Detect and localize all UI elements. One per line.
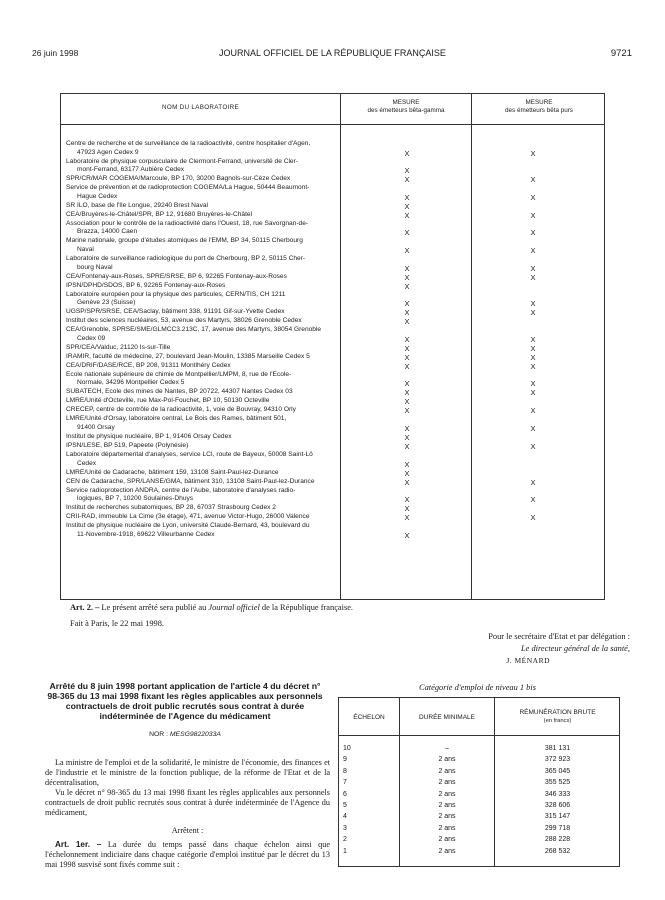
gross-pay: 355 525 bbox=[544, 779, 571, 787]
column-header-line: (en francs) bbox=[543, 718, 572, 724]
laboratory-name bbox=[66, 211, 336, 220]
laboratory-name-line: Service radioprotection ANDRA, centre de l'Aube, laboratoire d'analyses radio- bbox=[66, 486, 296, 494]
nor-reference bbox=[45, 731, 325, 738]
laboratory-name-line: Cedex bbox=[77, 459, 97, 467]
beta-gamma-mark: X bbox=[404, 299, 410, 309]
column-header-laboratory: NOM DU LABORATOIRE bbox=[162, 104, 239, 111]
column-header-line: RÉMUNÉRATION BRUTE bbox=[519, 709, 596, 716]
laboratory-name-line: Naval bbox=[77, 245, 94, 253]
echelon-table-caption: Catégorie d'emploi de niveau 1 bis bbox=[419, 683, 536, 692]
laboratory-name-line: CEA/DRIF/DASE/RCE, BP 208, 91311 Montlhéry Cedex bbox=[66, 361, 231, 369]
echelon-row bbox=[339, 802, 621, 812]
gross-pay: 346 333 bbox=[544, 790, 571, 798]
beta-pure-mark: X bbox=[530, 263, 536, 273]
laboratory-name-line: Genève 23 (Suisse) bbox=[77, 299, 136, 307]
beta-pure-mark: X bbox=[530, 442, 536, 451]
laboratory-name bbox=[66, 273, 336, 282]
beta-gamma-mark: X bbox=[404, 228, 410, 238]
echelon-number: 1 bbox=[343, 847, 347, 855]
signature-name: J. MÉNARD bbox=[506, 656, 550, 665]
beta-gamma-mark: X bbox=[404, 397, 410, 407]
beta-gamma-mark: X bbox=[404, 192, 410, 202]
beta-gamma-mark: X bbox=[404, 148, 410, 158]
nor-label: NOR : bbox=[149, 731, 170, 738]
laboratory-name-line: Institut des sciences nucléaires, 53, avenue des Martyrs, 38026 Grenoble Cedex bbox=[66, 317, 302, 325]
laboratory-name-line: CEN de Cadarache, SPR/LANSE/GMA, bâtiment 310, 13108 Saint-Paul-lez-Durance bbox=[66, 477, 315, 485]
minimum-duration: 2 ans bbox=[438, 767, 456, 775]
table-header-divider bbox=[61, 124, 604, 125]
beta-gamma-mark: X bbox=[404, 468, 410, 478]
laboratory-name bbox=[66, 326, 336, 343]
minimum-duration: 2 ans bbox=[438, 802, 456, 809]
laboratory-name bbox=[66, 487, 336, 504]
laboratory-name-line: 47923 Agen Cedex 9 bbox=[77, 148, 139, 156]
beta-pure-mark: X bbox=[530, 228, 536, 238]
laboratory-name-line: SR ILO, base de l'Ile Longue, 29240 Brest Naval bbox=[66, 201, 209, 209]
article-1-text: La durée du temps passé dans chaque échelon ainsi que l'échelonnement indiciaire dans chaque catégorie d'emploi institué par le décret du 13 mai 1998 susvisé sont fixés comme suit : bbox=[45, 840, 331, 869]
minimum-duration: 2 ans bbox=[438, 836, 456, 844]
beta-pure-mark: X bbox=[530, 388, 536, 398]
table-header-divider bbox=[339, 735, 619, 736]
echelon-row bbox=[339, 825, 621, 835]
beta-gamma-mark: X bbox=[404, 245, 410, 255]
laboratory-name-line: 11-Novembre-1918, 69622 Villeurbanne Cedex bbox=[77, 530, 215, 538]
gross-pay: 365 045 bbox=[544, 767, 571, 775]
laboratory-name bbox=[66, 388, 336, 397]
table-divider bbox=[471, 94, 472, 599]
beta-pure-mark: X bbox=[530, 352, 536, 362]
beta-gamma-mark: X bbox=[404, 423, 410, 433]
laboratory-name-line: Association pour le contrôle de la radioactivité dans l'Ouest, 18, rue Savorgnan-de- bbox=[66, 219, 309, 227]
laboratory-name bbox=[66, 362, 336, 371]
column-header-remuneration bbox=[495, 709, 620, 725]
article-2-label: Art. 2. – bbox=[70, 603, 100, 612]
laboratory-name bbox=[66, 202, 336, 211]
laboratory-name-line: SPR/CEA/Valduc, 21120 Is-sur-Tille bbox=[66, 343, 171, 351]
beta-pure-mark: X bbox=[530, 477, 536, 487]
beta-gamma-mark: X bbox=[404, 361, 410, 371]
echelon-row bbox=[339, 836, 621, 846]
laboratory-name-line: CEA/Fontenay-aux-Roses, SPRE/SRSE, BP 6, 92265 Fontenay-aux-Roses bbox=[66, 272, 287, 280]
place-date: Fait à Paris, le 22 mai 1998. bbox=[70, 619, 164, 628]
column-header-line: MESURE bbox=[525, 99, 553, 106]
beta-gamma-mark: X bbox=[404, 343, 410, 353]
laboratory-name-line: 91400 Orsay bbox=[77, 423, 115, 431]
beta-pure-mark: X bbox=[530, 379, 536, 389]
laboratory-name-line: UGSP/SPR/SRSE, CEA/Saclay, bâtiment 338, 91191 Gif-sur-Yvette Cedex bbox=[66, 308, 285, 316]
paragraph-arretent: Arrêtent : bbox=[171, 826, 204, 835]
gross-pay: 288 228 bbox=[544, 836, 571, 844]
laboratory-name-line: SUBATECH, Ecole des mines de Nantes, BP 20722, 44307 Nantes Cedex 03 bbox=[66, 388, 293, 396]
header-date: 26 juin 1998 bbox=[32, 48, 79, 58]
gross-pay: 268 532 bbox=[544, 847, 571, 855]
arrete-title: Arrêté du 8 juin 1998 portant application de l'article 4 du décret n° 98-365 du 13 mai 1998 fixant les règles applicables aux personnels contractuels de droit public recrutés sous contrat à durée indéterminée de l'Agence du médicament bbox=[47, 681, 323, 721]
minimum-duration: 2 ans bbox=[438, 779, 456, 787]
laboratory-name bbox=[66, 451, 336, 468]
paragraph-article-1 bbox=[45, 840, 330, 870]
laboratory-name-line: Normale, 34296 Montpellier Cedex 5 bbox=[77, 379, 185, 387]
beta-pure-mark: X bbox=[530, 192, 536, 202]
article-2 bbox=[70, 602, 630, 613]
laboratory-name-line: Institut de physique nucléaire, BP 1, 91406 Orsay Cedex bbox=[66, 433, 232, 440]
laboratory-name bbox=[66, 415, 336, 432]
echelon-number: 9 bbox=[343, 756, 347, 764]
laboratory-name-line: logiques, BP 7, 10200 Soulaines-Dhuys bbox=[77, 495, 194, 503]
laboratory-name-line: CRII-RAD, immeuble La Cime (3e étage), 471, avenue Victor-Hugo, 26000 Valence bbox=[66, 513, 310, 521]
gross-pay: 299 718 bbox=[544, 824, 571, 832]
gross-pay: 315 147 bbox=[544, 813, 571, 821]
minimum-duration: – bbox=[445, 745, 449, 752]
laboratory-name-line: Laboratoire départemental d'analyses, service LCI, route de Bayeux, 50008 Saint-Lô bbox=[66, 451, 313, 458]
laboratory-name-line: LMRE/Unité de Cadarache, bâtiment 159, 13108 Saint-Paul-lez-Durance bbox=[66, 468, 279, 476]
beta-gamma-mark: X bbox=[404, 352, 410, 362]
paragraph-ministers: La ministre de l'emploi et de la solidarité, le ministre de l'économie, des finances et de l'industrie et le ministre de la fonction publique, de la réforme de l'Etat et de la décentralisation, bbox=[45, 758, 330, 787]
beta-pure-mark: X bbox=[530, 361, 536, 371]
beta-gamma-mark: X bbox=[404, 166, 410, 176]
beta-pure-mark: X bbox=[530, 245, 536, 255]
beta-pure-mark: X bbox=[530, 343, 536, 353]
beta-pure-mark: X bbox=[530, 175, 536, 185]
laboratory-name bbox=[66, 397, 336, 406]
beta-pure-mark: X bbox=[530, 210, 536, 220]
minimum-duration: 2 ans bbox=[438, 756, 456, 764]
column-header-echelon: ÉCHELON bbox=[353, 714, 385, 721]
article-1-label: Art. 1er. – bbox=[55, 840, 102, 849]
laboratory-name-line: Cedex 09 bbox=[77, 334, 106, 342]
gross-pay: 381 131 bbox=[544, 745, 571, 752]
laboratory-name-line: IPSN/LESE, BP 519, Papeete (Polynésie) bbox=[66, 442, 189, 449]
beta-gamma-mark: X bbox=[404, 281, 410, 291]
laboratory-name-line: Laboratoire de physique corpusculaire de Clermont-Ferrand, université de Cler- bbox=[66, 157, 298, 165]
laboratory-name bbox=[66, 220, 336, 237]
laboratory-name bbox=[66, 406, 336, 415]
laboratory-name-line: Brazza, 14000 Caen bbox=[77, 228, 138, 236]
beta-pure-mark: X bbox=[530, 308, 536, 318]
laboratory-name bbox=[66, 140, 336, 157]
laboratory-name bbox=[66, 371, 336, 388]
laboratory-name bbox=[66, 308, 336, 317]
beta-gamma-mark: X bbox=[404, 406, 410, 416]
article-2-text-end: de la République française. bbox=[259, 603, 354, 612]
echelon-row bbox=[339, 779, 621, 789]
laboratory-name-line: LMRE/Unité d'Orsay, laboratoire central, Le Bois des Rames, bâtiment 501, bbox=[66, 415, 287, 423]
echelon-number: 10 bbox=[343, 745, 351, 752]
laboratory-name-line: IRAMIR, faculté de médecine, 27, boulevard Jean-Moulin, 13385 Marseille Cedex 5 bbox=[66, 352, 310, 360]
laboratory-name bbox=[66, 442, 336, 451]
beta-gamma-mark: X bbox=[404, 477, 410, 487]
minimum-duration: 2 ans bbox=[438, 847, 456, 855]
minimum-duration: 2 ans bbox=[438, 824, 456, 832]
echelon-row bbox=[339, 813, 621, 823]
laboratory-name-line: mont-Ferrand, 63177 Aubière Cedex bbox=[77, 166, 185, 174]
beta-gamma-mark: X bbox=[404, 210, 410, 220]
column-header-line: MESURE bbox=[392, 99, 420, 106]
laboratory-name-line: Laboratoire européen pour la physique des particules, CERN/TIS, CH 1211 bbox=[66, 290, 286, 298]
column-header-line: des émetteurs bêta purs bbox=[505, 107, 573, 114]
laboratory-name bbox=[66, 282, 336, 291]
laboratory-name bbox=[66, 184, 336, 201]
nor-code: MESG9822033A bbox=[169, 731, 221, 738]
laboratory-name-line: Hague Cedex bbox=[77, 192, 118, 200]
column-header-line: des émetteurs bêta-gamma bbox=[367, 107, 445, 114]
beta-pure-mark: X bbox=[530, 299, 536, 309]
laboratory-name bbox=[66, 175, 336, 184]
laboratory-name-line: Laboratoire de surveillance radiologique du port de Cherbourg, BP 2, 50115 Cher- bbox=[66, 255, 306, 262]
laboratory-table bbox=[60, 93, 605, 600]
header-title: JOURNAL OFFICIEL DE LA RÉPUBLIQUE FRANÇAISE bbox=[219, 48, 446, 58]
beta-gamma-mark: X bbox=[404, 459, 410, 469]
beta-gamma-mark: X bbox=[404, 433, 410, 442]
laboratory-name-line: Service de prévention et de radioprotection COGEMA/La Hague, 50444 Beaumont- bbox=[66, 184, 310, 192]
gross-pay: 372 923 bbox=[544, 756, 571, 764]
column-header-beta-gamma bbox=[341, 99, 471, 115]
echelon-row bbox=[339, 745, 621, 755]
table-divider bbox=[340, 94, 341, 599]
laboratory-name bbox=[66, 353, 336, 362]
beta-gamma-mark: X bbox=[404, 504, 410, 514]
column-header-beta-pure bbox=[472, 99, 606, 115]
laboratory-name-line: CRECEP, centre de contrôle de la radioactivité, 1, voie de Bouvray, 94310 Orly bbox=[66, 406, 296, 414]
beta-gamma-mark: X bbox=[404, 317, 410, 327]
laboratory-name bbox=[66, 504, 336, 513]
beta-pure-mark: X bbox=[530, 334, 536, 344]
laboratory-name bbox=[66, 237, 336, 254]
signature-line-1: Pour le secrétaire d'Etat et par délégation : bbox=[488, 632, 630, 641]
minimum-duration: 2 ans bbox=[438, 813, 456, 821]
laboratory-name-line: SPR/CR/MAR COGEMA/Marcoule, BP 170, 30200 Bagnols-sur-Cèze Cedex bbox=[66, 175, 291, 183]
article-2-text: Le présent arrêté sera publié au bbox=[99, 603, 209, 612]
header-page-number: 9721 bbox=[610, 48, 632, 59]
column-header-duree: DURÉE MINIMALE bbox=[419, 714, 475, 721]
echelon-number: 8 bbox=[343, 767, 347, 775]
beta-pure-mark: X bbox=[530, 423, 536, 433]
echelon-number: 7 bbox=[343, 779, 347, 787]
beta-gamma-mark: X bbox=[404, 495, 410, 505]
beta-pure-mark: X bbox=[530, 272, 536, 282]
beta-gamma-mark: X bbox=[404, 379, 410, 389]
echelon-row bbox=[339, 756, 621, 766]
laboratory-name-line: Centre de recherche et de surveillance de la radioactivité, centre hospitalier d'Agen, bbox=[66, 140, 311, 147]
echelon-number: 5 bbox=[343, 802, 347, 809]
beta-pure-mark: X bbox=[530, 148, 536, 158]
laboratory-name bbox=[66, 255, 336, 272]
minimum-duration: 2 ans bbox=[438, 790, 456, 798]
laboratory-name bbox=[66, 158, 336, 175]
paragraph-vu: Vu le décret n° 98-365 du 13 mai 1998 fixant les règles applicables aux personnels contractuels de droit public recrutés sous contrat à durée indéterminée de l'Agence du médicament, bbox=[45, 788, 330, 817]
echelon-number: 6 bbox=[343, 790, 347, 798]
beta-gamma-mark: X bbox=[404, 388, 410, 398]
laboratory-name-line: CEA/Grenoble, SPRSE/SME/GLMCC3.213C, 17, avenue des Martyrs, 38054 Grenoble bbox=[66, 326, 322, 334]
beta-pure-mark: X bbox=[530, 495, 536, 505]
echelon-number: 3 bbox=[343, 824, 347, 832]
laboratory-name-line: CEA/Bruyères-le-Châtel/SPR, BP 12, 91680 Bruyères-le-Châtel bbox=[66, 210, 253, 218]
laboratory-name-line: Marine nationale, groupe d'études atomiques de l'EMM, BP 34, 50115 Cherbourg bbox=[66, 237, 303, 245]
echelon-row bbox=[339, 768, 621, 778]
beta-pure-mark: X bbox=[530, 406, 536, 416]
echelon-row bbox=[339, 791, 621, 801]
gross-pay: 328 606 bbox=[544, 802, 571, 809]
laboratory-name-line: IPSN/DPHD/SDOS, BP 6, 92265 Fontenay-aux-Roses bbox=[66, 281, 226, 289]
laboratory-name bbox=[66, 317, 336, 326]
laboratory-name bbox=[66, 513, 336, 522]
echelon-row bbox=[339, 848, 621, 858]
signature-line-2: Le directeur général de la santé, bbox=[520, 644, 630, 653]
laboratory-name bbox=[66, 469, 336, 478]
echelon-number: 4 bbox=[343, 813, 347, 821]
echelon-table bbox=[338, 697, 620, 867]
beta-gamma-mark: X bbox=[404, 201, 410, 211]
beta-gamma-mark: X bbox=[404, 513, 410, 523]
laboratory-name-line: Institut de recherches subatomiques, BP 28, 67037 Strasbourg Cedex 2 bbox=[66, 504, 276, 512]
article-2-journal: Journal officiel bbox=[208, 603, 260, 612]
beta-gamma-mark: X bbox=[404, 263, 410, 273]
beta-gamma-mark: X bbox=[404, 334, 410, 344]
beta-gamma-mark: X bbox=[404, 272, 410, 282]
beta-gamma-mark: X bbox=[404, 308, 410, 318]
laboratory-name-line: Institut de physique nucléaire de Lyon, université Claude-Bernard, 43, boulevard du bbox=[66, 522, 310, 530]
beta-gamma-mark: X bbox=[404, 530, 410, 540]
laboratory-name-line: bourg Naval bbox=[77, 263, 113, 271]
beta-gamma-mark: X bbox=[404, 175, 410, 185]
laboratory-name bbox=[66, 478, 336, 487]
laboratory-name bbox=[66, 344, 336, 353]
laboratory-name bbox=[66, 522, 336, 539]
laboratory-name-line: Ecole nationale supérieure de chimie de Montpellier/LMPM, 8, rue de l'Ecole- bbox=[66, 370, 292, 378]
laboratory-name bbox=[66, 433, 336, 442]
echelon-number: 2 bbox=[343, 836, 347, 844]
laboratory-name bbox=[66, 291, 336, 308]
beta-gamma-mark: X bbox=[404, 442, 410, 451]
beta-pure-mark: X bbox=[530, 513, 536, 523]
laboratory-name-line: LMRE/Unité d'Octeville, rue Max-Pol-Fouchet, BP 10, 50130 Octeville bbox=[66, 397, 270, 405]
